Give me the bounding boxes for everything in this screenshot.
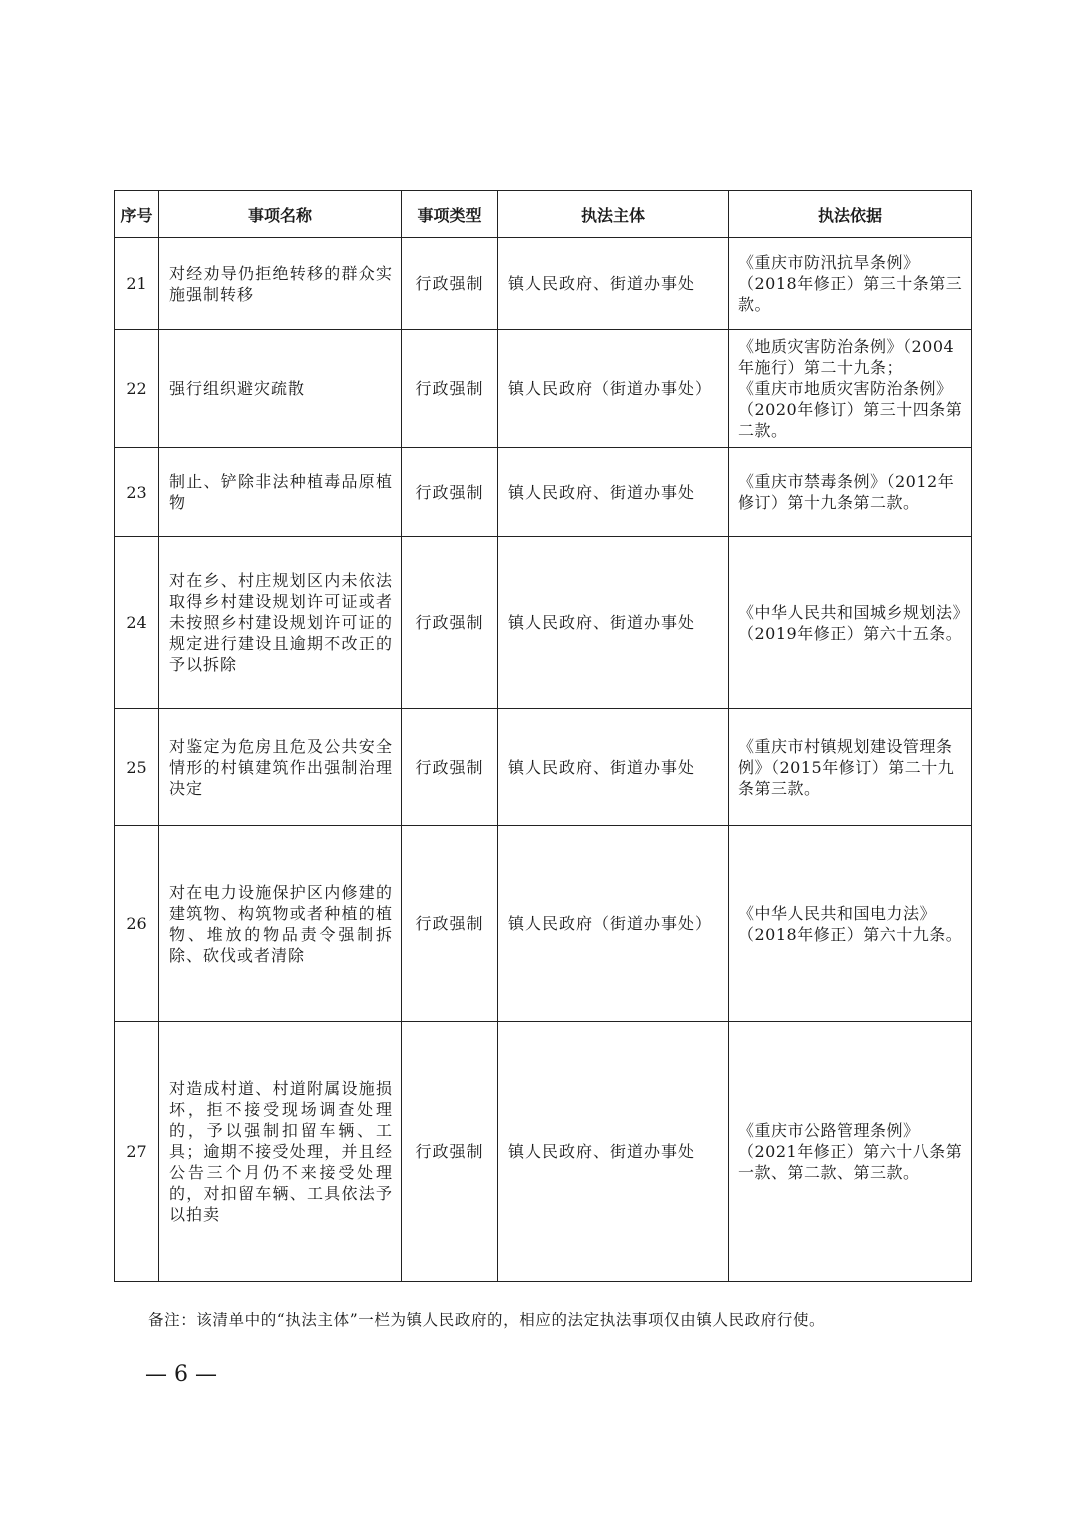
- row-item-type: 行政强制: [402, 826, 498, 1022]
- row-item-name: 对造成村道、村道附属设施损坏，拒不接受现场调查处理的，予以强制扣留车辆、工具；逾期不接受处理，并且经公告三个月仍不来接受处理的，对扣留车辆、工具依法予以拍卖: [159, 1022, 402, 1282]
- row-item-type: 行政强制: [402, 709, 498, 826]
- row-item-name: 制止、铲除非法种植毒品原植物: [159, 448, 402, 537]
- table-header-row: [115, 191, 972, 238]
- header-seq: 序号: [115, 191, 159, 238]
- row-seq: 21: [115, 238, 159, 330]
- row-item-type: 行政强制: [402, 448, 498, 537]
- row-seq: 24: [115, 537, 159, 709]
- row-item-type: 行政强制: [402, 238, 498, 330]
- row-subject: 镇人民政府（街道办事处）: [498, 330, 729, 448]
- row-item-type: 行政强制: [402, 330, 498, 448]
- row-subject: 镇人民政府、街道办事处: [498, 1022, 729, 1282]
- row-basis: 《中华人民共和国城乡规划法》（2019年修正）第六十五条。: [729, 537, 972, 709]
- row-basis: 《重庆市村镇规划建设管理条例》（2015年修订）第二十九条第三款。: [729, 709, 972, 826]
- row-seq: 25: [115, 709, 159, 826]
- table-row: [115, 537, 972, 709]
- header-item-name: 事项名称: [159, 191, 402, 238]
- row-item-name: 强行组织避灾疏散: [159, 330, 402, 448]
- row-item-type: 行政强制: [402, 1022, 498, 1282]
- table-row: [115, 1022, 972, 1282]
- row-subject: 镇人民政府、街道办事处: [498, 537, 729, 709]
- row-seq: 22: [115, 330, 159, 448]
- table-row: [115, 448, 972, 537]
- header-item-type: 事项类型: [402, 191, 498, 238]
- row-seq: 26: [115, 826, 159, 1022]
- row-subject: 镇人民政府（街道办事处）: [498, 826, 729, 1022]
- row-item-type: 行政强制: [402, 537, 498, 709]
- enforcement-table: [114, 190, 972, 1282]
- row-subject: 镇人民政府、街道办事处: [498, 238, 729, 330]
- row-seq: 23: [115, 448, 159, 537]
- page-number: — 6 —: [145, 1362, 217, 1387]
- row-basis: 《地质灾害防治条例》（2004年施行）第二十九条； 《重庆市地质灾害防治条例》（2020年修订）第三十四条第二款。: [729, 330, 972, 448]
- table-row: [115, 826, 972, 1022]
- table-row: [115, 238, 972, 330]
- row-basis: 《重庆市防汛抗旱条例》（2018年修正）第三十条第三款。: [729, 238, 972, 330]
- row-item-name: 对在乡、村庄规划区内未依法取得乡村建设规划许可证或者未按照乡村建设规划许可证的规定进行建设且逾期不改正的予以拆除: [159, 537, 402, 709]
- row-subject: 镇人民政府、街道办事处: [498, 709, 729, 826]
- row-subject: 镇人民政府、街道办事处: [498, 448, 729, 537]
- row-basis: 《重庆市禁毒条例》（2012年修订）第十九条第二款。: [729, 448, 972, 537]
- header-basis: 执法依据: [729, 191, 972, 238]
- table-row: [115, 709, 972, 826]
- table-row: [115, 330, 972, 448]
- row-seq: 27: [115, 1022, 159, 1282]
- header-subject: 执法主体: [498, 191, 729, 238]
- row-item-name: 对鉴定为危房且危及公共安全情形的村镇建筑作出强制治理决定: [159, 709, 402, 826]
- footnote: 备注：该清单中的“执法主体”一栏为镇人民政府的，相应的法定执法事项仅由镇人民政府行使。: [148, 1311, 826, 1329]
- row-basis: 《中华人民共和国电力法》（2018年修正）第六十九条。: [729, 826, 972, 1022]
- row-basis: 《重庆市公路管理条例》（2021年修正）第六十八条第一款、第二款、第三款。: [729, 1022, 972, 1282]
- row-item-name: 对在电力设施保护区内修建的建筑物、构筑物或者种植的植物、堆放的物品责令强制拆除、砍伐或者清除: [159, 826, 402, 1022]
- row-item-name: 对经劝导仍拒绝转移的群众实施强制转移: [159, 238, 402, 330]
